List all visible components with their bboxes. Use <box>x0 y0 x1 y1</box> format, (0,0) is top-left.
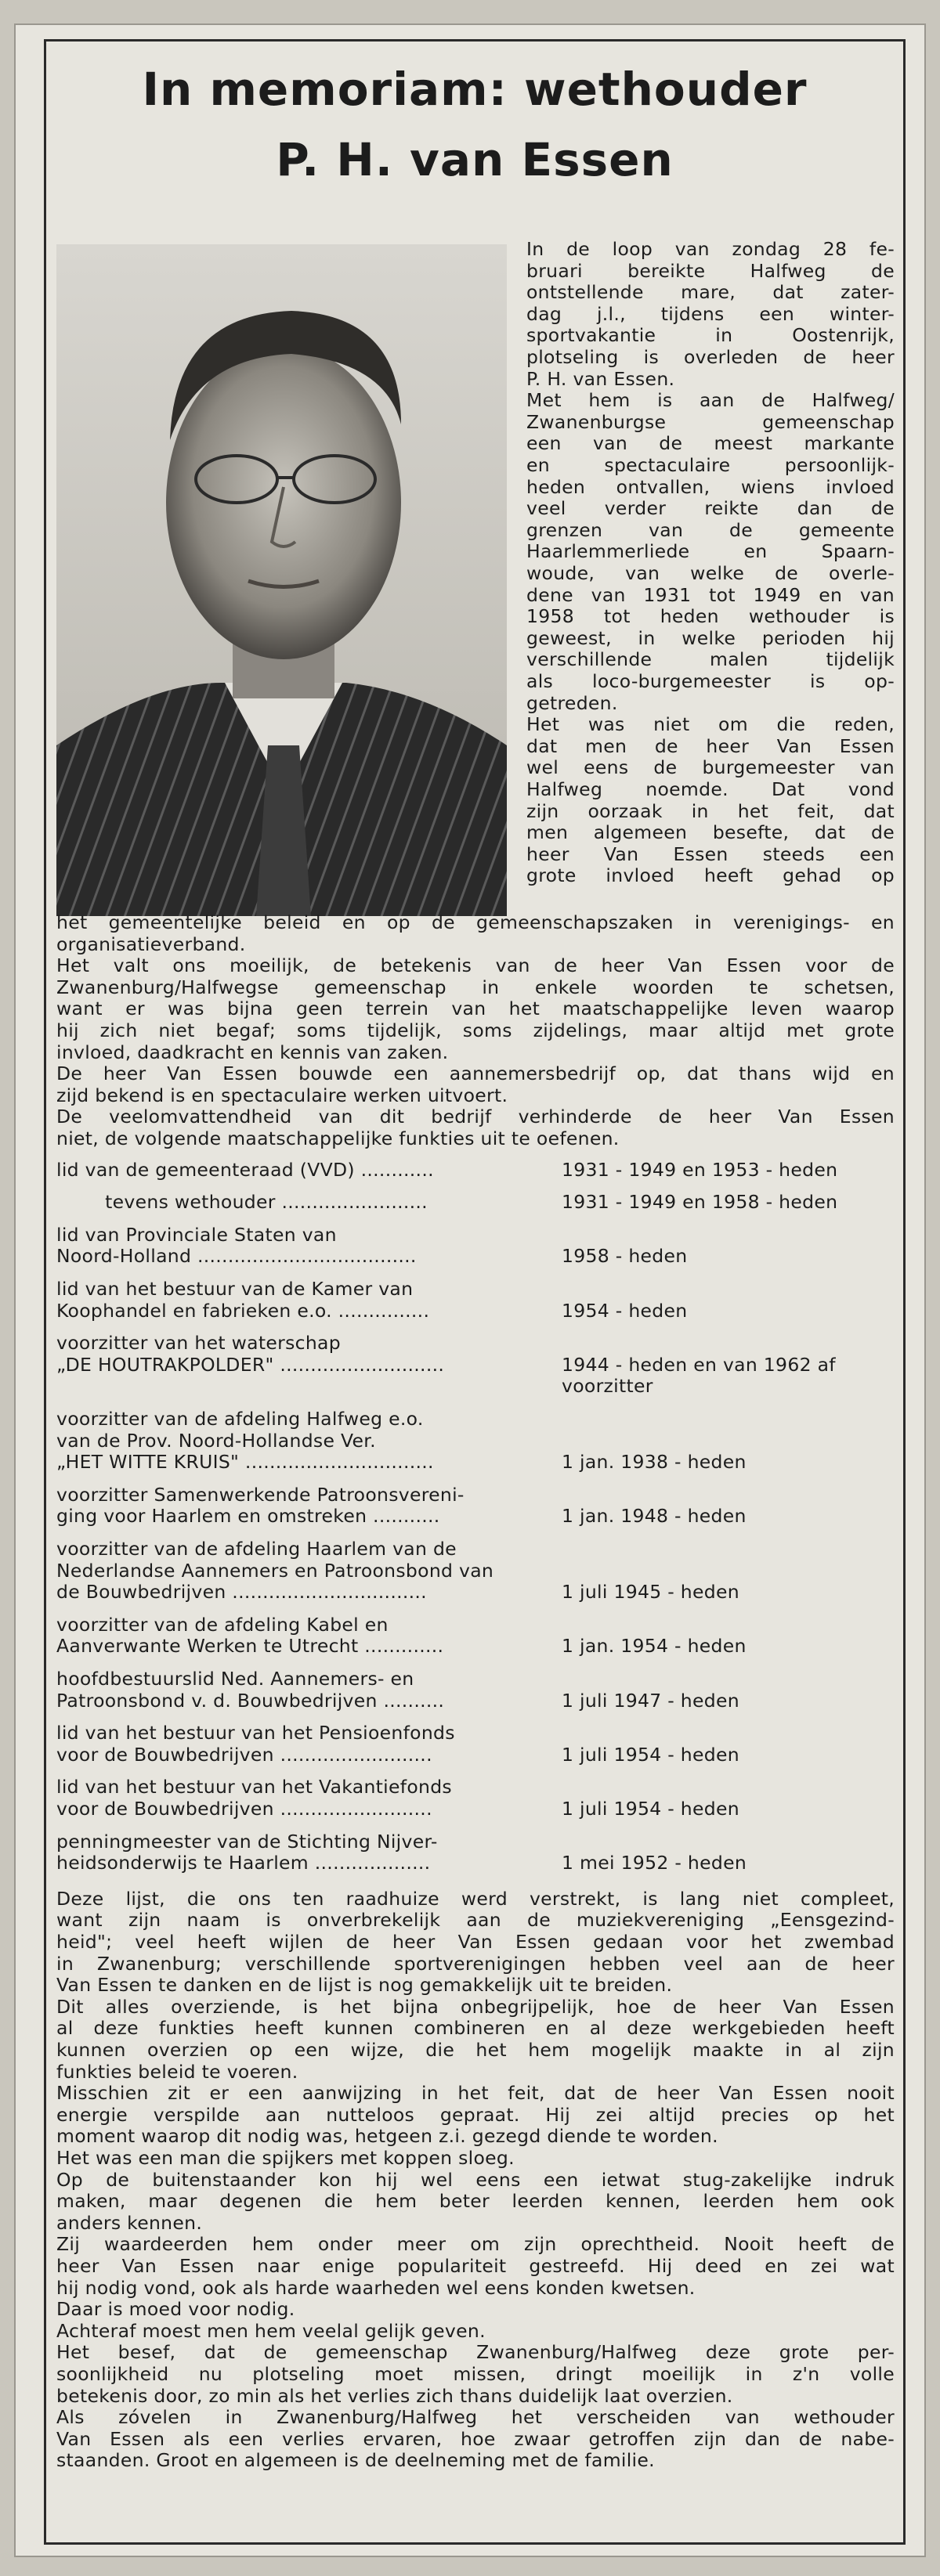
text-line: bruari bereikte Halfweg de <box>526 259 895 282</box>
function-name: Koophandel en fabrieken e.o. ............... <box>56 1299 430 1322</box>
portrait-photo-icon <box>56 244 507 916</box>
function-row <box>56 1279 895 1301</box>
text-line: invloed, daadkracht en kennis van zaken. <box>56 1041 449 1063</box>
text-line: zijd bekend is en spectaculaire werken uitvoert. <box>56 1084 508 1106</box>
text-line: P. H. van Essen. <box>526 367 675 390</box>
function-row <box>56 1485 895 1506</box>
function-row <box>56 1582 895 1604</box>
function-period: 1 mei 1952 - heden <box>562 1852 747 1874</box>
function-name: voorzitter van de afdeling Haarlem van de <box>56 1538 457 1560</box>
function-period: 1 jan. 1938 - heden <box>562 1451 747 1474</box>
function-name: Patroonsbond v. d. Bouwbedrijven .......... <box>56 1689 445 1712</box>
function-period: 1 juli 1954 - heden <box>562 1743 739 1766</box>
function-period: 1 juli 1947 - heden <box>562 1689 739 1712</box>
text-line: als loco-burgemeester is op- <box>526 670 895 692</box>
text-line: Als zóvelen in Zwanenburg/Halfweg het verscheiden van wethouder <box>56 2406 895 2429</box>
text-line: organisatieverband. <box>56 933 246 955</box>
text-line: hij zich niet begaf; soms tijdelijk, soms zijdelings, maar altijd met grote <box>56 1019 895 1041</box>
text-line: het gemeentelijke beleid en op de gemeenschapszaken in verenigings- en <box>56 911 895 933</box>
function-name: lid van het bestuur van het Vakantiefonds <box>56 1776 452 1799</box>
text-line: Haarlemmerliede en Spaarn- <box>526 540 895 563</box>
text-line: dene van 1931 tot 1949 en van <box>526 583 895 606</box>
text-line: Van Essen te danken en de lijst is nog gemakkelijk uit te breiden. <box>56 1974 673 1997</box>
function-row <box>56 1333 895 1355</box>
text-line: moment waarop dit nodig was, hetgeen z.i. gezegd diende te worden. <box>56 2125 718 2148</box>
function-row <box>56 1246 895 1268</box>
text-line: In de loop van zondag 28 fe- <box>526 238 895 260</box>
function-name: heidsonderwijs te Haarlem ................... <box>56 1852 431 1874</box>
text-line: wel eens de burgemeester van <box>526 756 895 779</box>
text-line: plotseling is overleden de heer <box>526 346 895 368</box>
text-line: Halfweg noemde. Dat vond <box>526 778 895 800</box>
function-row <box>56 1636 895 1658</box>
function-name: lid van het bestuur van de Kamer van <box>56 1278 414 1300</box>
function-row <box>56 1560 895 1582</box>
function-period: 1944 - heden en van 1962 af <box>562 1353 836 1376</box>
text-line: al deze funkties heeft kunnen combineren en al deze werkgebieden heeft <box>56 2017 895 2040</box>
function-name: „DE HOUTRAKPOLDER" ........................... <box>56 1353 445 1376</box>
text-line: heer Van Essen naar enige populariteit gestreefd. Hij deed en zei wat <box>56 2255 895 2277</box>
text-line: grenzen van de gemeente <box>526 518 895 541</box>
text-line: kunnen overzien op een wijze, die het hem mogelijk maakte in al zijn <box>56 2039 895 2061</box>
function-row <box>56 1539 895 1560</box>
text-line: Zij waardeerden hem onder meer om zijn oprechtheid. Nooit heeft de <box>56 2233 895 2256</box>
function-period: 1 jan. 1948 - heden <box>562 1505 747 1528</box>
function-row <box>56 1799 895 1820</box>
function-name: voorzitter van de afdeling Kabel en <box>56 1613 389 1636</box>
function-row <box>56 1160 895 1182</box>
function-period: 1 jan. 1954 - heden <box>562 1635 747 1658</box>
function-name: tevens wethouder ........................ <box>56 1191 428 1214</box>
function-row <box>56 1431 895 1452</box>
function-name: voorzitter van het waterschap <box>56 1332 341 1355</box>
function-row <box>56 1723 895 1744</box>
text-line: want zijn naam is onverbrekelijk aan de muziekvereniging „Eensgezind- <box>56 1909 895 1932</box>
text-line: anders kennen. <box>56 2211 203 2234</box>
function-row <box>56 1409 895 1431</box>
function-row <box>56 1690 895 1712</box>
headline-line-1: In memoriam: wethouder <box>142 63 808 116</box>
text-line: Zwanenburg/Halfwegse gemeenschap in enkele woorden te schetsen, <box>56 976 895 998</box>
text-line: zijn oorzaak in het feit, dat <box>526 799 895 822</box>
function-name: voorzitter Samenwerkende Patroonsvereni- <box>56 1483 465 1506</box>
function-name: van de Prov. Noord-Hollandse Ver. <box>56 1429 376 1452</box>
function-row <box>56 1777 895 1799</box>
function-name: ging voor Haarlem en omstreken ........... <box>56 1505 440 1528</box>
text-line: een van de meest markante <box>526 432 895 455</box>
function-row <box>56 1355 895 1376</box>
text-line: Van Essen als een verlies ervaren, hoe zwaar getroffen zijn dan de nabe- <box>56 2427 895 2450</box>
function-period: 1 juli 1945 - heden <box>562 1581 739 1604</box>
text-line: grote invloed heeft gehad op <box>526 864 895 887</box>
text-line: Dit alles overziende, is het bijna onbegrijpelijk, hoe de heer Van Essen <box>56 1995 895 2018</box>
function-row <box>56 1669 895 1690</box>
text-line: Zwanenburgse gemeenschap <box>526 410 895 433</box>
function-row <box>56 1452 895 1474</box>
text-line: ontstellende mare, dat zater- <box>526 281 895 304</box>
text-line: en spectaculaire persoonlijk- <box>526 454 895 476</box>
function-name: voorzitter van de afdeling Halfweg e.o. <box>56 1408 424 1430</box>
function-period: 1 juli 1954 - heden <box>562 1798 739 1820</box>
function-name: penningmeester van de Stichting Nijver- <box>56 1830 438 1853</box>
text-line: Deze lijst, die ons ten raadhuize werd verstrekt, is lang niet compleet, <box>56 1887 895 1910</box>
text-line: Misschien zit er een aanwijzing in het feit, dat de heer Van Essen nooit <box>56 2082 895 2105</box>
function-name: Nederlandse Aannemers en Patroonsbond van <box>56 1559 494 1582</box>
text-line: Achteraf moest men hem veelal gelijk geven. <box>56 2319 486 2342</box>
text-line: Daar is moed voor nodig. <box>56 2298 295 2321</box>
function-name: lid van de gemeenteraad (VVD) ............ <box>56 1158 434 1181</box>
text-line: Op de buitenstaander kon hij wel eens een ietwat stug-zakelijke indruk <box>56 2168 895 2191</box>
text-line: Het besef, dat de gemeenschap Zwanenburg/Halfweg deze grote per- <box>56 2341 895 2364</box>
text-line: heer Van Essen steeds een <box>526 842 895 865</box>
text-line: Het was een man die spijkers met koppen sloeg. <box>56 2147 515 2169</box>
text-line: Met hem is aan de Halfweg/ <box>526 389 895 412</box>
function-row <box>56 1301 895 1322</box>
text-line: sportvakantie in Oostenrijk, <box>526 324 895 347</box>
function-period: 1954 - heden <box>562 1299 688 1322</box>
text-line: maken, maar degenen die hem beter leerden kennen, leerden hem ook <box>56 2190 895 2213</box>
function-period: 1931 - 1949 en 1958 - heden <box>562 1191 838 1214</box>
function-name: Noord-Holland .................................... <box>56 1245 417 1268</box>
portrait-photo <box>56 244 507 916</box>
text-line: woude, van welke de overle- <box>526 562 895 584</box>
text-line: geweest, in welke perioden hij <box>526 626 895 649</box>
function-row <box>56 1853 895 1874</box>
text-line: Het valt ons moeilijk, de betekenis van de heer Van Essen voor de <box>56 954 895 977</box>
text-line: want er was bijna geen terrein van het maatschappelijke leven waarop <box>56 998 895 1020</box>
text-line: dat men de heer Van Essen <box>526 734 895 757</box>
text-line: in Zwanenburg; verschillende sportverenigingen hebben veel aan de heer <box>56 1952 895 1975</box>
function-row <box>56 1831 895 1853</box>
text-line: staanden. Groot en algemeen is de deelneming met de familie. <box>56 2449 655 2472</box>
text-line: De veelomvattendheid van dit bedrijf verhinderde de heer Van Essen <box>56 1106 895 1128</box>
function-name: de Bouwbedrijven ................................ <box>56 1581 427 1604</box>
text-line: dag j.l., tijdens een winter- <box>526 302 895 325</box>
function-row <box>56 1192 895 1214</box>
text-line: De heer Van Essen bouwde een aannemersbedrijf op, dat thans wijd en <box>56 1063 895 1085</box>
function-name: lid van Provinciale Staten van <box>56 1223 337 1246</box>
function-row <box>56 1225 895 1247</box>
text-line: 1958 tot heden wethouder is <box>526 605 895 628</box>
text-line: hij nodig vond, ook als harde waarheden wel eens konden kwetsen. <box>56 2276 696 2299</box>
function-name: hoofdbestuurslid Ned. Aannemers- en <box>56 1668 414 1690</box>
text-line: soonlijkheid nu plotseling moet missen, dringt moeilijk in z'n volle <box>56 2363 895 2385</box>
function-row <box>56 1376 895 1398</box>
text-line: betekenis door, zo min als het verlies zich thans duidelijk laat overzien. <box>56 2384 733 2407</box>
text-line: funkties beleid te voeren. <box>56 2060 298 2083</box>
text-line: heid"; veel heeft wijlen de heer Van Essen gedaan voor het zwembad <box>56 1931 895 1953</box>
function-name: voor de Bouwbedrijven ......................... <box>56 1798 432 1820</box>
text-line: getreden. <box>526 691 618 714</box>
function-row <box>56 1744 895 1766</box>
function-name: Aanverwante Werken te Utrecht ............. <box>56 1635 444 1658</box>
function-name: voor de Bouwbedrijven ......................... <box>56 1743 432 1766</box>
function-period: 1958 - heden <box>562 1245 688 1268</box>
text-line: Het was niet om die reden, <box>526 713 895 736</box>
text-line: men algemeen besefte, dat de <box>526 821 895 844</box>
text-line: heden ontvallen, wiens invloed <box>526 475 895 498</box>
text-line: veel verder reikte dan de <box>526 497 895 520</box>
headline-line-2: P. H. van Essen <box>276 133 674 186</box>
text-line: verschillende malen tijdelijk <box>526 648 895 671</box>
text-line: niet, de volgende maatschappelijke funkties uit te oefenen. <box>56 1127 620 1149</box>
function-name: „HET WITTE KRUIS" ............................... <box>56 1451 434 1474</box>
text-line: energie verspilde aan nutteloos gepraat. Hij zei altijd precies op het <box>56 2103 895 2126</box>
function-name: lid van het bestuur van het Pensioenfonds <box>56 1722 455 1744</box>
function-row <box>56 1506 895 1528</box>
function-period: voorzitter <box>562 1375 653 1398</box>
function-period: 1931 - 1949 en 1953 - heden <box>562 1158 838 1181</box>
function-row <box>56 1615 895 1636</box>
